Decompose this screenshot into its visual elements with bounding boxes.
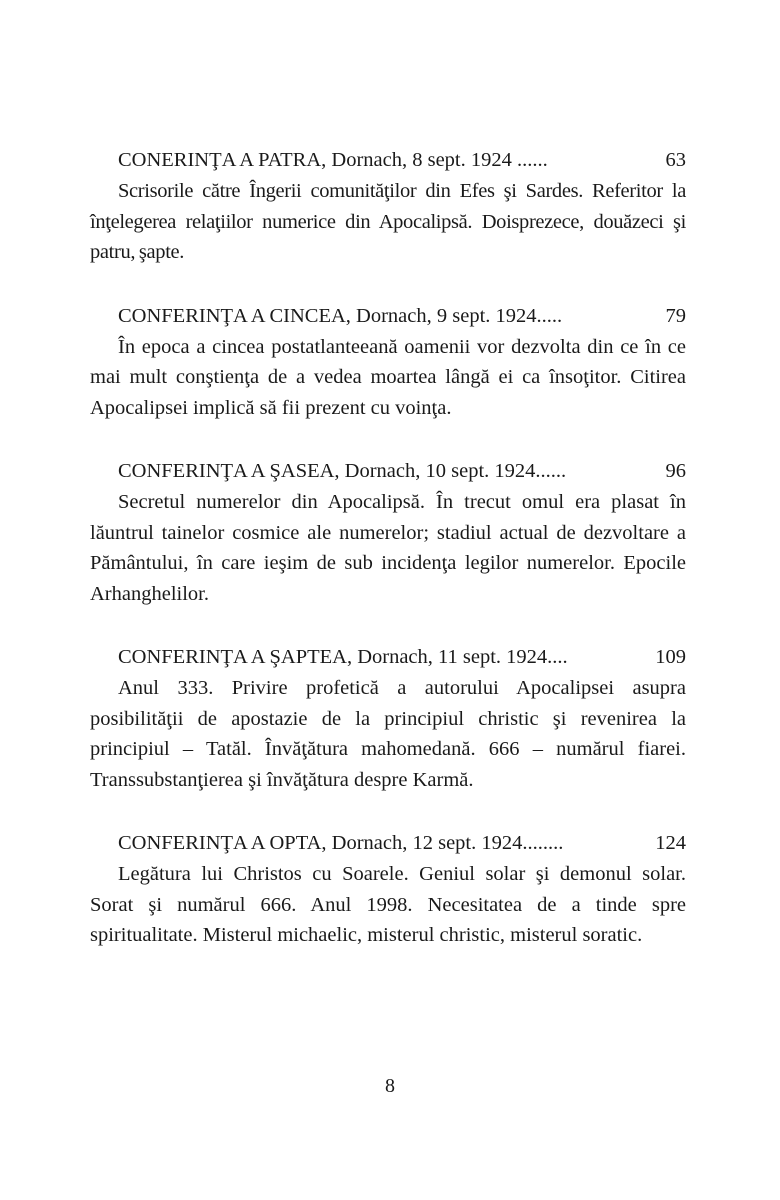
toc-entry-description: În epoca a cincea postatlanteeană oamenii vor dezvolta din ce în ce mai mult conştienţa de a vedea moartea lângă ei ca însoţitor. Citirea Apocalipsei implică să fii prezent cu voinţa. bbox=[90, 335, 686, 419]
toc-entry-page-number: 79 bbox=[665, 304, 686, 327]
toc-entry-page-number: 96 bbox=[665, 460, 686, 482]
table-of-contents bbox=[90, 145, 686, 984]
toc-entry-heading-row bbox=[90, 828, 686, 859]
toc-entry-heading-row bbox=[90, 456, 686, 487]
toc-entry-page-number: 124 bbox=[655, 832, 686, 854]
toc-entry-title: CONFERINŢA A CINCEA, Dornach, 9 sept. 1924..... bbox=[118, 304, 563, 327]
toc-entry-heading-row bbox=[90, 145, 686, 176]
toc-entry bbox=[90, 456, 686, 609]
toc-entry-page-number: 63 bbox=[665, 149, 686, 171]
toc-entry-description: Scrisorile către Îngerii comunităţilor din Efes şi Sardes. Referitor la înţelegerea relaţiilor numerice din Apocalipsă. Doisprezece, douăzeci şi patru, şapte. bbox=[90, 180, 686, 263]
toc-entry bbox=[90, 642, 686, 795]
toc-entry bbox=[90, 145, 686, 268]
toc-entry-title: CONFERINŢA A OPTA, Dornach, 12 sept. 1924........ bbox=[118, 832, 564, 854]
toc-entry bbox=[90, 301, 686, 424]
toc-entry-heading-row bbox=[90, 642, 686, 673]
toc-entry-title: CONFERINŢA A ŞASEA, Dornach, 10 sept. 1924...... bbox=[118, 460, 567, 482]
toc-entry-heading-row bbox=[90, 301, 686, 332]
toc-entry-description: Anul 333. Privire profetică a autorului Apocalipsei asupra posibilităţii de apostazie de la principiul christic şi revenirea la principiul – Tatăl. Învăţătura mahomedană. 666 – numărul fiarei. Transsubstanţierea şi învăţătura despre Karmă. bbox=[90, 677, 686, 791]
toc-entry bbox=[90, 828, 686, 951]
page-number: 8 bbox=[385, 1075, 395, 1097]
toc-entry-description: Secretul numerelor din Apocalipsă. În trecut omul era plasat în lăuntrul tainelor cosmice ale numerelor; stadiul actual de dezvoltare a Pământului, în care ieşim de sub incidenţa legilor numerelor. Epocile Arhanghelilor. bbox=[90, 491, 686, 605]
toc-entry-description: Legătura lui Christos cu Soarele. Geniul solar şi demonul solar. Sorat şi numărul 666. Anul 1998. Necesitatea de a tinde spre spiritualitate. Misterul michaelic, misterul christic, misterul soratic. bbox=[90, 863, 686, 946]
toc-entry-title: CONFERINŢA A ŞAPTEA, Dornach, 11 sept. 1924.... bbox=[118, 646, 568, 668]
toc-entry-page-number: 109 bbox=[655, 646, 686, 668]
toc-entry-title: CONERINŢA A PATRA, Dornach, 8 sept. 1924 ...... bbox=[118, 149, 548, 171]
